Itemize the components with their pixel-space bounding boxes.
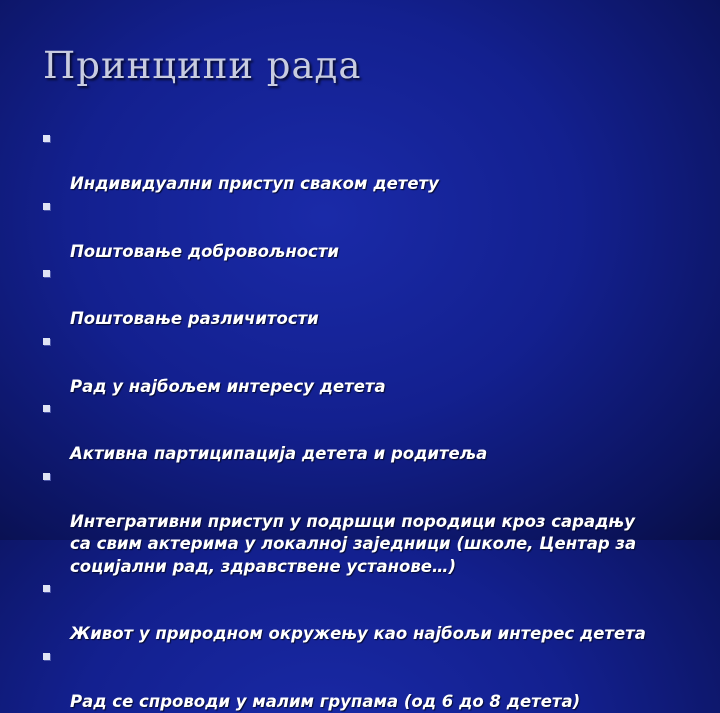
bullet-text: Живот у природном окружењу као најбољи интерес детета	[70, 624, 646, 643]
square-bullet-icon	[43, 653, 50, 660]
list-item	[40, 331, 690, 399]
square-bullet-icon	[43, 585, 50, 592]
list-item	[40, 128, 690, 196]
bullet-text: Активна партиципација детета и родитеља	[70, 444, 487, 463]
slide-title: Принципи рада	[43, 44, 361, 87]
square-bullet-icon	[43, 203, 50, 210]
list-item	[40, 263, 690, 331]
bullet-text: Индивидуални приступ сваком детету	[70, 174, 439, 193]
square-bullet-icon	[43, 135, 50, 142]
list-item	[40, 398, 690, 466]
bullet-list	[40, 128, 690, 713]
bullet-text: Рад се спроводи у малим групама (од 6 до 8 детета)	[70, 692, 580, 711]
square-bullet-icon	[43, 473, 50, 480]
square-bullet-icon	[43, 338, 50, 345]
bullet-text: Интегративни приступ у подршци породици кроз сарадњу са свим актерима у локалној заједници (школе, Центар за социјални рад, здравствене установе…)	[70, 512, 636, 576]
list-item	[40, 646, 690, 713]
bullet-text: Поштовање добровољности	[70, 242, 339, 261]
list-item	[40, 196, 690, 264]
list-item	[40, 466, 690, 579]
bullet-text: Рад у најбољем интересу детета	[70, 377, 386, 396]
square-bullet-icon	[43, 405, 50, 412]
bullet-text: Поштовање различитости	[70, 309, 319, 328]
square-bullet-icon	[43, 270, 50, 277]
list-item	[40, 578, 690, 646]
